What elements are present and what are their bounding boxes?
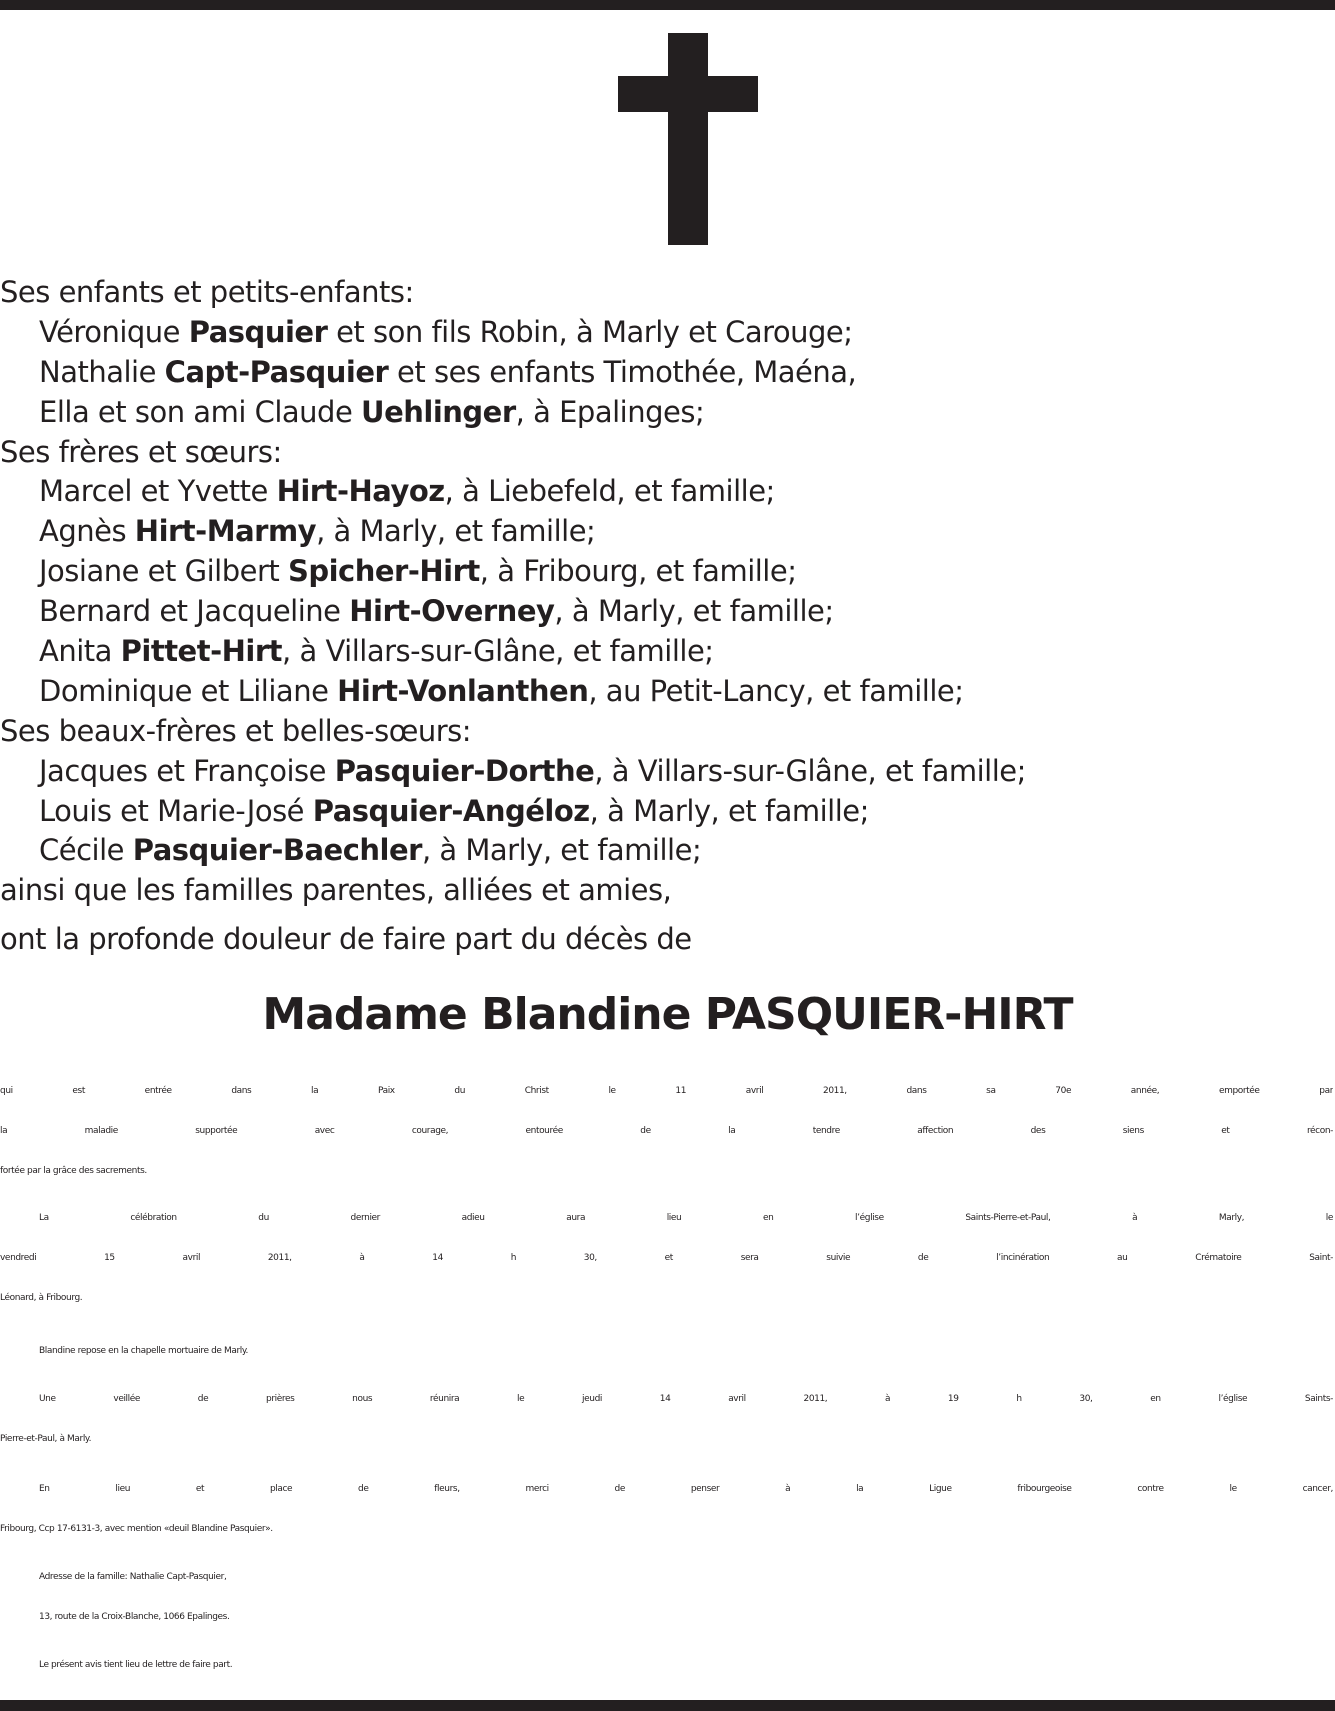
- obituary-paragraph: [0, 1198, 1333, 1318]
- member-names: Bernard et Jacqueline: [39, 594, 350, 629]
- family-line: [0, 552, 1330, 592]
- cross-vertical-bar: [668, 33, 708, 245]
- member-surname: Pasquier-Baechler: [132, 833, 422, 868]
- family-line: [0, 393, 1330, 433]
- paragraph-line: La célébration du dernier adieu aura lieu en l’église Saints-Pierre-et-Paul, à Marly, le: [39, 1213, 1333, 1223]
- member-names: Ella et son ami Claude: [39, 394, 362, 429]
- member-surname: Uehlinger: [361, 394, 516, 429]
- family-line: [0, 592, 1330, 632]
- family-line: Ses frères et sœurs:: [0, 434, 282, 469]
- member-location: , au Petit-Lancy, et famille;: [588, 673, 964, 708]
- obituary-paragraph: [0, 1557, 1333, 1637]
- paragraph-line: vendredi 15 avril 2011, à 14 h 30, et sera suivie de l’incinération au Crématoire Saint-: [0, 1253, 1333, 1263]
- family-line: [0, 752, 1330, 792]
- family-list: [0, 273, 1330, 911]
- family-line: [0, 632, 1330, 672]
- member-location: , à Marly, et famille;: [421, 833, 702, 868]
- member-location: , à Marly, et famille;: [316, 514, 596, 549]
- member-surname: Spicher-Hirt: [287, 554, 480, 589]
- family-line: [0, 672, 1330, 712]
- family-line: [0, 831, 1330, 871]
- member-location: , à Epalinges;: [515, 394, 705, 429]
- member-names: Josiane et Gilbert: [39, 554, 288, 589]
- family-line: [0, 313, 1330, 353]
- member-names: Anita: [39, 634, 121, 669]
- obituary-paragraph: [0, 1469, 1333, 1549]
- member-location: et son fils Robin, à Marly et Carouge;: [327, 314, 853, 349]
- paragraph-line: Léonard, à Fribourg.: [0, 1293, 83, 1303]
- member-surname: Hirt-Marmy: [134, 514, 317, 549]
- member-names: Jacques et Françoise: [39, 753, 335, 788]
- member-surname: Pasquier: [188, 314, 328, 349]
- member-surname: Hirt-Vonlanthen: [337, 673, 589, 708]
- member-names: Nathalie: [39, 354, 165, 389]
- family-line: Ses beaux-frères et belles-sœurs:: [0, 713, 472, 748]
- paragraph-line: fortée par la grâce des sacrements.: [0, 1166, 147, 1176]
- paragraph-line: 13, route de la Croix-Blanche, 1066 Epalinges.: [39, 1612, 230, 1622]
- paragraph-line: la maladie supportée avec courage, entourée de la tendre affection des siens et récon-: [0, 1126, 1333, 1136]
- paragraph-line: Blandine repose en la chapelle mortuaire de Marly.: [39, 1346, 248, 1356]
- paragraph-line: Adresse de la famille: Nathalie Capt-Pasquier,: [39, 1572, 227, 1582]
- family-line: Ses enfants et petits-enfants:: [0, 275, 414, 309]
- member-names: Agnès: [39, 514, 135, 549]
- paragraph-line: Pierre-et-Paul, à Marly.: [0, 1434, 92, 1444]
- member-names: Dominique et Liliane: [39, 673, 338, 708]
- member-names: Marcel et Yvette: [39, 474, 277, 509]
- top-border-rule: [0, 0, 1335, 10]
- member-surname: Capt-Pasquier: [164, 354, 389, 389]
- obituary-paragraph: [0, 1071, 1333, 1191]
- member-location: , à Liebefeld, et famille;: [444, 474, 775, 509]
- member-location: , à Villars-sur-Glâne, et famille;: [282, 634, 714, 669]
- bottom-border-rule: [0, 1700, 1335, 1711]
- obituary-paragraph: [0, 1645, 1333, 1685]
- member-surname: Pittet-Hirt: [120, 634, 283, 669]
- member-location: , à Fribourg, et famille;: [479, 554, 797, 589]
- family-line: [0, 353, 1330, 393]
- family-line: ainsi que les familles parentes, alliées et amies,: [0, 873, 672, 908]
- member-location: et ses enfants Timothée, Maéna,: [388, 354, 857, 389]
- family-line: [0, 512, 1330, 552]
- family-line: [0, 792, 1330, 832]
- obituary-paragraph: [0, 1331, 1333, 1371]
- cross-horizontal-bar: [618, 76, 758, 112]
- member-surname: Hirt-Hayoz: [276, 474, 445, 509]
- member-surname: Hirt-Overney: [349, 594, 555, 629]
- paragraph-line: En lieu et place de fleurs, merci de penser à la Ligue fribourgeoise contre le cancer,: [39, 1484, 1333, 1494]
- paragraph-line: Le présent avis tient lieu de lettre de faire part.: [39, 1660, 233, 1670]
- member-location: , à Marly, et famille;: [589, 793, 869, 828]
- member-names: Véronique: [39, 314, 189, 349]
- member-names: Louis et Marie-José: [39, 793, 313, 828]
- member-location: , à Marly, et famille;: [554, 594, 834, 629]
- member-surname: Pasquier-Dorthe: [334, 753, 595, 788]
- member-names: Cécile: [39, 833, 133, 868]
- announcement-text: ont la profonde douleur de faire part du décès de: [0, 922, 692, 956]
- paragraph-line: qui est entrée dans la Paix du Christ le 11 avril 2011, dans sa 70e année, emportée par: [0, 1086, 1333, 1096]
- paragraph-line: Une veillée de prières nous réunira le jeudi 14 avril 2011, à 19 h 30, en l’église Saints-: [39, 1394, 1333, 1404]
- member-location: , à Villars-sur-Glâne, et famille;: [594, 753, 1026, 788]
- member-surname: Pasquier-Angéloz: [312, 793, 590, 828]
- deceased-name-heading: Madame Blandine PASQUIER-HIRT: [262, 989, 1073, 1040]
- latin-cross-icon: [618, 33, 758, 245]
- obituary-paragraph: [0, 1379, 1333, 1459]
- paragraph-line: Fribourg, Ccp 17-6131-3, avec mention «deuil Blandine Pasquier».: [0, 1524, 273, 1534]
- family-line: [0, 472, 1330, 512]
